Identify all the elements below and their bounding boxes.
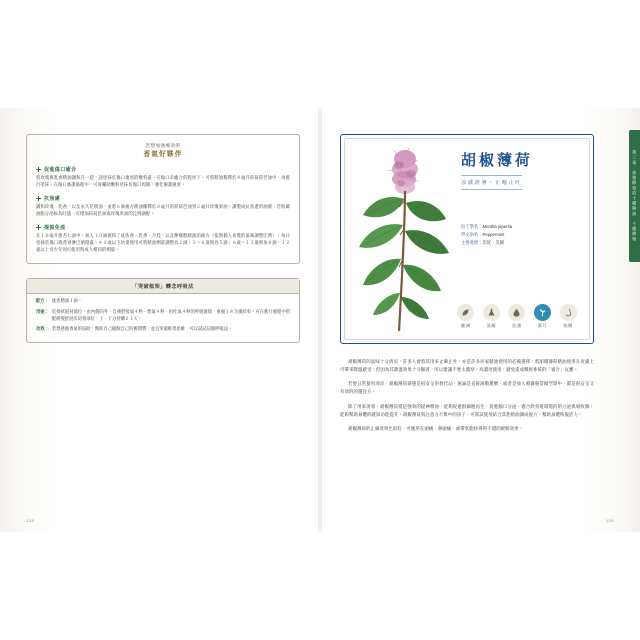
plant-tagline: 涼感消暑・止嘔止吐 [461,175,522,190]
plant-description [340,358,594,433]
plant-attribute-icons [453,304,581,329]
paragraph: 胡椒薄荷的氣味十分清涼，許多人會將其用來止暈止吐，亦是許多居家精油使用的必備選擇。將胡椒薄荷精油使用在皮膚上可帶來降溫感受，但因為其降溫效果十分顯著，所以建議不要太濃厚、高濃度使用，避免造成緻經系統的「過冷」反應。 [340,359,594,372]
section-title [36,195,290,202]
breathing-method-row [27,309,299,323]
meta-value: Mentha piperita [482,224,513,229]
paragraph: 胡椒薄荷的止痛效果也很好，可運用在頭痛、鼻頭痛、或帶狀皰疹得得不錯的緩解效果。 [348,426,524,432]
droplet-icon [508,304,525,321]
breathing-method-panel [26,278,300,344]
section-title [36,166,290,173]
attribute-usage [555,304,581,329]
attribute-origin [453,304,479,329]
breathing-method-row [27,326,299,333]
plant-profile-card [340,134,594,344]
section-body: 將玫瑰與乳香精油調和在一起，請塗抹於傷口復原的敷料處。在傷口未癒合的程度下，可將精油稀釋於８毫升的荷荷芭油中，再進行塗抹。在傷口修護過程中，可再輔助敷料塗抹於傷口周圍，強化撫護速度。 [36,175,290,188]
plant-meta-row [461,223,579,231]
plant-title-zone [461,153,579,190]
plant-name: 胡椒薄荷 [461,152,534,169]
nose-icon [560,304,577,321]
meta-value: 印度、美國 [482,239,504,245]
section-title-text: 提振免疫 [44,224,66,231]
book-gutter-shadow [318,108,322,532]
plant-meta-row [461,239,579,247]
peppermint-illustration [349,141,461,339]
panel-heading-small: 若想加強療效的 [145,143,181,148]
plant-meta-row [461,231,579,239]
right-page [320,108,640,532]
panel-heading [36,143,290,160]
section-immunity [36,224,290,254]
plus-icon [36,196,41,201]
row-key: 配方： [36,297,49,303]
meta-label: 拉丁學名： [461,224,483,229]
section-body: 調和玫瑰、乳香，以及永久花精油，並將６滴複方精油稀釋於８毫升的荷荷芭油到２毫升玫瑰果油。調製成抗焦慮的油膏，若肌膚油脂分泌較為旺盛，可增加荷荷芭油或玫瑰果油的比例調配。 [36,203,290,216]
section-title-text: 促進傷口癒合 [44,167,77,174]
paragraph: 除了用來消暑，胡椒薄荷還是強效的提神精油，能夠促進群細胞再生，促進腦口分泌、適合飲食道環道的的分泌與吸收嗅，能夠幫助身體的感知功能提升。胡椒薄荷與注意力不集中的孩子，可嘗試使用結合其他精油調成複方，幫助身體恢復活力。 [340,403,594,417]
attribute-label: 歐洲 [461,323,471,328]
meta-value: Peppermint [482,231,505,237]
chapter-side-tab: 第三章 加強療效的十種精油 十種植物 [629,130,640,262]
meta-label: 主要產地： [461,239,483,245]
attribute-label: 葉片 [537,323,548,328]
plus-icon [36,167,41,172]
left-page [0,108,320,532]
panel-heading-large: 香氣好夥伴 [143,151,183,159]
row-value: 迷迭精油１滴。 [51,297,82,303]
section-title-text: 抗焦慮 [44,195,61,202]
section-anti-anxiety [36,195,290,218]
row-value: 若想透過香氣的協助，幫助自己擺脫自己的舊慣慣，並且突破框架思維，可以試試這個呼吸法。 [51,326,233,332]
section-wound-healing [36,166,290,189]
leaf-icon [457,304,474,321]
attribute-circulation [504,304,530,329]
meta-label: 英文俗名： [461,231,483,237]
section-body: 在１０毫升甜杏仁油中，加入１０滴菌和了迷迭香、乳香、月桂，以及檸檬醛精油的複方（依照個人喜愛的氣味調整比例），每日塗抹於傷口與背脊淋巴循環處。＊２歲以下幼童使用可將精油劑量調整為２滴；３～６歲則為５滴；６歲～１２歲則加８滴，１２歲以上青少年則可使用與成人相同的劑量。 [36,232,290,252]
section-title [36,224,290,231]
row-key: 功效： [36,326,49,332]
breathing-method-row [27,298,299,305]
plant-meta-list [461,223,579,247]
attribute-label: 蒸餾 [486,323,497,328]
page-number-right: 139 [605,518,614,523]
attribute-extraction [479,304,505,329]
plant-icon [534,304,551,321]
page-number-left: 138 [26,518,35,523]
attribute-part-used [530,304,556,329]
attribute-label: 流通 [512,323,522,328]
breathing-method-title: 「突破框架」轉念呼吸法 [27,279,299,294]
attribute-label: 吸聞 [563,323,573,328]
plus-icon [36,225,41,230]
aroma-partner-panel [26,134,300,264]
row-key: 用途： [36,308,49,314]
paragraph: 若要日常使用清涼，胡椒薄荷需選是很安全的替代品，無論是直接滴散薰酸、或者是放入噴霧瓶當做空間中，都是很安全又有效的的選良方。 [340,381,594,395]
row-value: 於擦拭道材部位，由內側向外，自鼻腔吸氣４秒、憋氣４秒、再吐氣４秒的呼吸循環，重複１８次後結束。可在進行過程中搭配緩慢舒展於肩頸部位，上、下分持續２１天。 [51,308,290,321]
flask-icon [483,304,500,321]
